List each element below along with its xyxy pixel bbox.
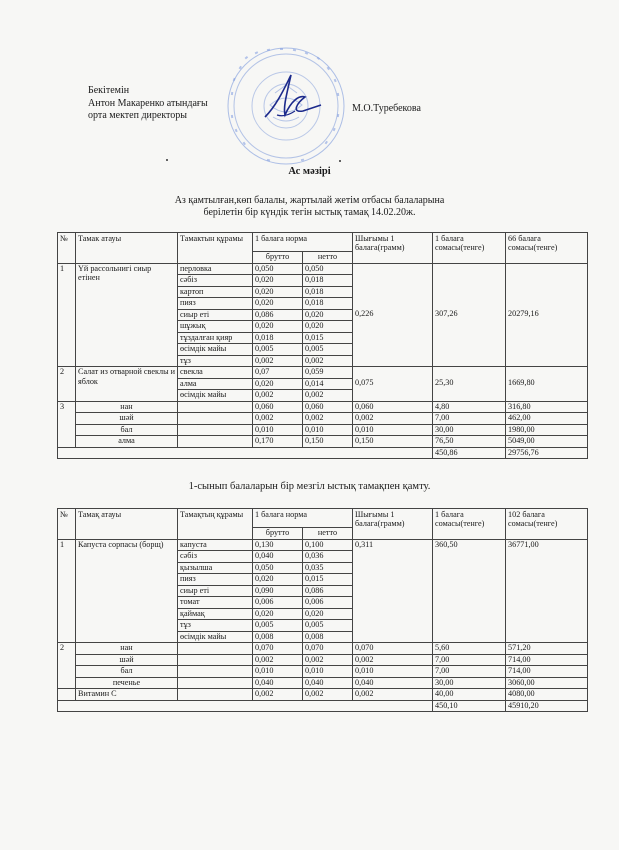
brutto-value: 0,050 — [253, 263, 303, 275]
dish-num: 3 — [58, 401, 76, 447]
costN-value: 571,20 — [506, 643, 588, 655]
approve-line-1: Бекітемін — [88, 85, 130, 96]
brutto-value: 0,006 — [253, 597, 303, 609]
item-name: алма — [76, 436, 178, 448]
cost1-value: 30,00 — [433, 677, 506, 689]
yield-value: 0,040 — [353, 677, 433, 689]
ingredient: пияз — [178, 298, 253, 310]
brutto-value: 0,070 — [253, 643, 303, 655]
ingredient: сәбіз — [178, 551, 253, 563]
ingredient: капуста — [178, 539, 253, 551]
ingredient: сиыр еті — [178, 585, 253, 597]
yield-value: 0,002 — [353, 413, 433, 425]
brutto-value: 0,130 — [253, 539, 303, 551]
dish-num: 1 — [58, 539, 76, 643]
subtitle-line-1: Аз қамтылған,көп балалы, жартылай жетім отбасы балаларына — [174, 195, 445, 206]
yield-value: 0,010 — [353, 666, 433, 678]
ingredient: тұз — [178, 620, 253, 632]
netto-value: 0,010 — [303, 666, 353, 678]
dish-name: Капуста сорпасы (борщ) — [76, 539, 178, 643]
cost1-value: 40,00 — [433, 689, 506, 701]
netto-value: 0,020 — [303, 321, 353, 333]
header-num: № — [58, 509, 76, 540]
netto-value: 0,059 — [303, 367, 353, 379]
brutto-value: 0,018 — [253, 332, 303, 344]
table-row — [58, 539, 588, 551]
ingredient: сәбіз — [178, 275, 253, 287]
header-composition: Тамақтың құрамы — [178, 509, 253, 540]
cost1-value: 307,26 — [433, 309, 506, 321]
total-costN: 45910,20 — [506, 700, 588, 712]
header-cost1: 1 балага сомасы(тенге) — [433, 509, 506, 540]
ingredient: пияз — [178, 574, 253, 586]
brutto-value: 0,050 — [253, 562, 303, 574]
yield-value: 0,075 — [353, 378, 433, 390]
header-costN: 66 балага сомасы(тенге) — [506, 233, 588, 264]
netto-value: 0,002 — [303, 390, 353, 402]
netto-value: 0,002 — [303, 355, 353, 367]
table-row — [58, 654, 588, 666]
netto-value: 0,015 — [303, 332, 353, 344]
cost1-value: 7,00 — [433, 413, 506, 425]
brutto-value: 0,020 — [253, 574, 303, 586]
header-brutto: брутто — [253, 528, 303, 540]
netto-value: 0,020 — [303, 309, 353, 321]
total-row — [58, 447, 588, 459]
brutto-value: 0,002 — [253, 689, 303, 701]
total-costN: 29756,76 — [506, 447, 588, 459]
ingredient: алма — [178, 378, 253, 390]
cost1-value: 25,30 — [433, 378, 506, 390]
costN-value: 1669,80 — [506, 378, 588, 390]
netto-value: 0,020 — [303, 608, 353, 620]
header-yield: Шығымы 1 балага(грамм) — [353, 509, 433, 540]
netto-value: 0,002 — [303, 413, 353, 425]
brutto-value: 0,002 — [253, 654, 303, 666]
yield-value: 0,311 — [353, 539, 433, 551]
brutto-value: 0,060 — [253, 401, 303, 413]
subtitle-line-2: берілетін бір күндік тегін ыстық тамақ 14.02.20ж. — [203, 207, 416, 218]
costN-value: 4080,00 — [506, 689, 588, 701]
approve-line-3: орта мектеп директоры — [88, 110, 188, 121]
item-name: Витамин С — [76, 689, 178, 701]
total-row — [58, 700, 588, 712]
brutto-value: 0,020 — [253, 378, 303, 390]
cost1-value: 5,60 — [433, 643, 506, 655]
ingredient: свекла — [178, 367, 253, 379]
netto-value: 0,086 — [303, 585, 353, 597]
ingredient: картоп — [178, 286, 253, 298]
costN-value: 714,00 — [506, 666, 588, 678]
item-name: бал — [76, 666, 178, 678]
header-costN: 102 балага сомасы(тенге) — [506, 509, 588, 540]
page-title: Ас мәзірі — [288, 166, 331, 177]
table-row — [58, 643, 588, 655]
cost1-value: 4,80 — [433, 401, 506, 413]
ingredient: тұз — [178, 355, 253, 367]
brutto-value: 0,005 — [253, 344, 303, 356]
dish-name: Үй рассольнигі сиыр етінен — [76, 263, 178, 367]
netto-value: 0,040 — [303, 677, 353, 689]
ingredient: перловка — [178, 263, 253, 275]
header-norm: 1 балага норма — [253, 233, 353, 252]
school-seal-stamp-icon — [225, 45, 347, 167]
ingredient: тұздалған қияр — [178, 332, 253, 344]
netto-value: 0,035 — [303, 562, 353, 574]
table-row — [58, 263, 588, 275]
costN-value: 714,00 — [506, 654, 588, 666]
item-name: бал — [76, 424, 178, 436]
brutto-value: 0,086 — [253, 309, 303, 321]
item-name: нан — [76, 401, 178, 413]
header-composition: Тамактын құрамы — [178, 233, 253, 264]
header-dish: Тамак атауы — [76, 233, 178, 264]
cost1-value: 7,00 — [433, 666, 506, 678]
ingredient: қызылша — [178, 562, 253, 574]
header-norm: 1 балага норма — [253, 509, 353, 528]
yield-value: 0,010 — [353, 424, 433, 436]
yield-value: 0,060 — [353, 401, 433, 413]
yield-value: 0,070 — [353, 643, 433, 655]
dish-num: 1 — [58, 263, 76, 367]
table-row — [58, 677, 588, 689]
brutto-value: 0,010 — [253, 666, 303, 678]
brutto-value: 0,010 — [253, 424, 303, 436]
netto-value: 0,018 — [303, 275, 353, 287]
header-brutto: брутто — [253, 252, 303, 264]
menu-table-2 — [57, 508, 588, 712]
ingredient: өсімдік майы — [178, 390, 253, 402]
item-name: шәй — [76, 654, 178, 666]
cost1-value: 7,00 — [433, 654, 506, 666]
table-row — [58, 689, 588, 701]
ingredient: шұжық — [178, 321, 253, 333]
netto-value: 0,010 — [303, 424, 353, 436]
netto-value: 0,006 — [303, 597, 353, 609]
total-cost1: 450,10 — [433, 700, 506, 712]
header-num: № — [58, 233, 76, 264]
brutto-value: 0,040 — [253, 677, 303, 689]
brutto-value: 0,008 — [253, 631, 303, 643]
costN-value: 1980,00 — [506, 424, 588, 436]
table-row — [58, 413, 588, 425]
brutto-value: 0,002 — [253, 355, 303, 367]
brutto-value: 0,020 — [253, 321, 303, 333]
header-netto: нетто — [303, 528, 353, 540]
item-name: нан — [76, 643, 178, 655]
cost1-value: 30,00 — [433, 424, 506, 436]
speck-dot — [166, 159, 168, 161]
brutto-value: 0,07 — [253, 367, 303, 379]
signer-name: М.О.Туребекова — [352, 103, 421, 114]
total-cost1: 450,86 — [433, 447, 506, 459]
netto-value: 0,015 — [303, 574, 353, 586]
costN-value: 5049,00 — [506, 436, 588, 448]
costN-value: 3060,00 — [506, 677, 588, 689]
costN-value: 20279,16 — [506, 309, 588, 321]
netto-value: 0,014 — [303, 378, 353, 390]
table-row — [58, 367, 588, 379]
ingredient: өсімдік майы — [178, 631, 253, 643]
ingredient: өсімдік майы — [178, 344, 253, 356]
approve-line-2: Антон Макаренко атындағы — [88, 97, 208, 109]
netto-value: 0,150 — [303, 436, 353, 448]
netto-value: 0,100 — [303, 539, 353, 551]
speck-dot — [339, 160, 341, 162]
netto-value: 0,002 — [303, 654, 353, 666]
brutto-value: 0,020 — [253, 275, 303, 287]
table-row — [58, 424, 588, 436]
dish-name: Салат из отварной свеклы и яблок — [76, 367, 178, 402]
item-name: печенье — [76, 677, 178, 689]
header-yield: Шығымы 1 балага(грамм) — [353, 233, 433, 264]
ingredient: сиыр еті — [178, 309, 253, 321]
dish-num: 2 — [58, 643, 76, 689]
brutto-value: 0,170 — [253, 436, 303, 448]
costN-value: 462,00 — [506, 413, 588, 425]
yield-value: 0,002 — [353, 654, 433, 666]
brutto-value: 0,002 — [253, 413, 303, 425]
netto-value: 0,005 — [303, 344, 353, 356]
netto-value: 0,070 — [303, 643, 353, 655]
costN-value: 36771,00 — [506, 539, 588, 551]
netto-value: 0,050 — [303, 263, 353, 275]
netto-value: 0,002 — [303, 689, 353, 701]
brutto-value: 0,005 — [253, 620, 303, 632]
table-row — [58, 666, 588, 678]
netto-value: 0,018 — [303, 286, 353, 298]
header-cost1: 1 балага сомасы(тенге) — [433, 233, 506, 264]
netto-value: 0,018 — [303, 298, 353, 310]
brutto-value: 0,020 — [253, 608, 303, 620]
netto-value: 0,036 — [303, 551, 353, 563]
cost1-value: 76,50 — [433, 436, 506, 448]
brutto-value: 0,020 — [253, 298, 303, 310]
netto-value: 0,060 — [303, 401, 353, 413]
ingredient: томат — [178, 597, 253, 609]
dish-num: 2 — [58, 367, 76, 402]
netto-value: 0,005 — [303, 620, 353, 632]
approval-block — [88, 85, 208, 123]
brutto-value: 0,002 — [253, 390, 303, 402]
brutto-value: 0,040 — [253, 551, 303, 563]
header-netto: нетто — [303, 252, 353, 264]
header-dish: Тамақ атауы — [76, 509, 178, 540]
yield-value: 0,150 — [353, 436, 433, 448]
ingredient: қаймақ — [178, 608, 253, 620]
brutto-value: 0,020 — [253, 286, 303, 298]
brutto-value: 0,090 — [253, 585, 303, 597]
table-row — [58, 436, 588, 448]
section-title: 1-сынып балаларын бір мезгіл ыстық тамақпен қамту. — [188, 481, 431, 492]
netto-value: 0,008 — [303, 631, 353, 643]
yield-value: 0,226 — [353, 309, 433, 321]
yield-value: 0,002 — [353, 689, 433, 701]
menu-table-1 — [57, 232, 588, 459]
costN-value: 316,80 — [506, 401, 588, 413]
cost1-value: 360,50 — [433, 539, 506, 551]
table-row — [58, 401, 588, 413]
item-name: шәй — [76, 413, 178, 425]
